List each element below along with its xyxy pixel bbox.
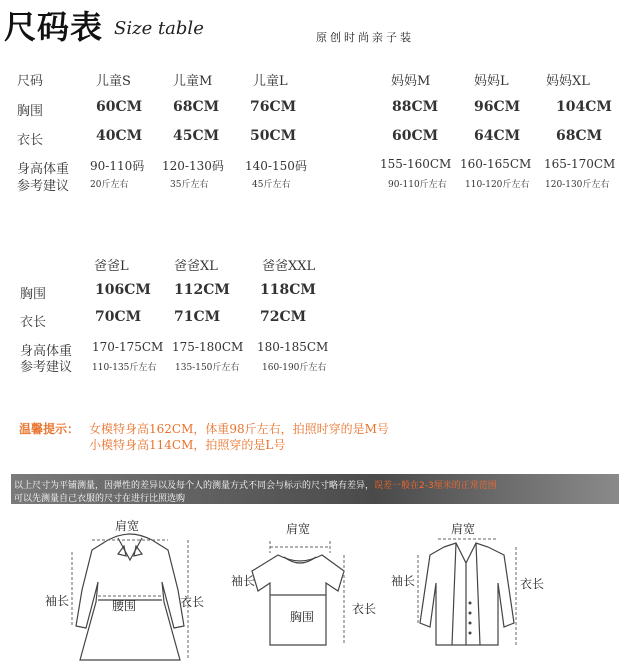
cardigan-shoulder-label: 肩宽: [451, 522, 476, 536]
chest-cell: 68CM: [173, 99, 220, 115]
length-cell: 70CM: [95, 309, 142, 325]
height-cell: 160-165CM: [460, 157, 532, 171]
chest-cell: 60CM: [96, 99, 143, 115]
tshirt-shoulder-label: 肩宽: [286, 522, 311, 536]
notice-line-1-main: 以上尺寸为平铺测量，因弹性的差异以及每个人的测量方式不同会与标示的尺寸略有差异，: [14, 481, 375, 491]
chest-cell: 76CM: [250, 99, 297, 115]
height-cell: 165-170CM: [544, 157, 616, 171]
length-cell: 40CM: [96, 128, 143, 144]
weight-cell: 20斤左右: [90, 180, 129, 190]
height-cell: 120-130码: [162, 159, 224, 173]
size-cell: 妈妈L: [474, 74, 509, 89]
size-cell: 爸爸XXL: [262, 259, 316, 274]
size-cell: 儿童L: [253, 74, 288, 89]
page-title-english: Size table: [114, 18, 204, 39]
weight-cell: 135-150斤左右: [175, 363, 240, 373]
row-label-length: 衣长: [17, 133, 44, 148]
chest-cell: 104CM: [556, 99, 612, 115]
weight-cell: 110-120斤左右: [465, 180, 530, 190]
notice-line-1-highlight: 误差一般在2-3厘米的正常范围: [374, 481, 497, 491]
row-label-reference: 参考建议: [17, 179, 70, 194]
size-cell: 爸爸L: [94, 259, 129, 274]
row-label-height-weight: 身高体重: [20, 344, 73, 359]
dress-length-label: 衣长: [180, 595, 205, 609]
notice-line-2: 可以先测量自己衣服的尺寸在进行比照选购: [14, 494, 186, 504]
length-cell: 71CM: [174, 309, 221, 325]
height-cell: 155-160CM: [380, 157, 452, 171]
tips-line-1: 女模特身高162CM，体重98斤左右，拍照时穿的是M号: [89, 422, 389, 436]
chest-cell: 96CM: [474, 99, 521, 115]
length-cell: 50CM: [250, 128, 297, 144]
chest-cell: 88CM: [392, 99, 439, 115]
chest-cell: 118CM: [260, 282, 316, 298]
cardigan-diagram: [412, 533, 522, 658]
length-cell: 72CM: [260, 309, 307, 325]
row-label-height-weight: 身高体重: [17, 162, 70, 177]
brand-subtitle: 原创时尚亲子装: [316, 31, 414, 44]
size-cell: 儿童S: [96, 74, 131, 89]
tshirt-length-label: 衣长: [352, 602, 377, 616]
tshirt-sleeve-label: 袖长: [231, 574, 256, 588]
row-label-size: 尺码: [17, 74, 44, 89]
tips-label: 温馨提示：: [19, 422, 80, 436]
cardigan-length-label: 衣长: [520, 577, 545, 591]
height-cell: 140-150码: [245, 159, 307, 173]
height-cell: 90-110码: [90, 159, 145, 173]
tshirt-chest-label: 胸围: [290, 610, 315, 624]
height-cell: 175-180CM: [172, 340, 244, 354]
row-label-length: 衣长: [20, 315, 47, 330]
length-cell: 60CM: [392, 128, 439, 144]
weight-cell: 45斤左右: [252, 180, 291, 190]
height-cell: 180-185CM: [257, 340, 329, 354]
chest-cell: 106CM: [95, 282, 151, 298]
length-cell: 64CM: [474, 128, 521, 144]
row-label-chest: 胸围: [20, 287, 47, 302]
size-cell: 妈妈M: [391, 74, 431, 89]
chest-cell: 112CM: [174, 282, 230, 298]
notice-line-1: [14, 478, 497, 491]
weight-cell: 160-190斤左右: [262, 363, 327, 373]
weight-cell: 120-130斤左右: [545, 180, 610, 190]
weight-cell: 35斤左右: [170, 180, 209, 190]
page-title: 尺码表: [4, 8, 104, 46]
dress-waist-label: 腰围: [112, 599, 137, 613]
size-cell: 儿童M: [173, 74, 213, 89]
size-cell: 妈妈XL: [546, 74, 590, 89]
length-cell: 45CM: [173, 128, 220, 144]
size-cell: 爸爸XL: [174, 259, 218, 274]
weight-cell: 110-135斤左右: [92, 363, 157, 373]
weight-cell: 90-110斤左右: [388, 180, 447, 190]
tips-line-2: 小模特身高114CM，拍照穿的是L号: [89, 438, 286, 452]
tshirt-diagram: [248, 535, 358, 660]
height-cell: 170-175CM: [92, 340, 164, 354]
length-cell: 68CM: [556, 128, 603, 144]
row-label-chest: 胸围: [17, 104, 44, 119]
dress-shoulder-label: 肩宽: [115, 519, 140, 533]
cardigan-sleeve-label: 袖长: [391, 574, 416, 588]
row-label-reference: 参考建议: [20, 360, 73, 375]
dress-sleeve-label: 袖长: [45, 594, 70, 608]
